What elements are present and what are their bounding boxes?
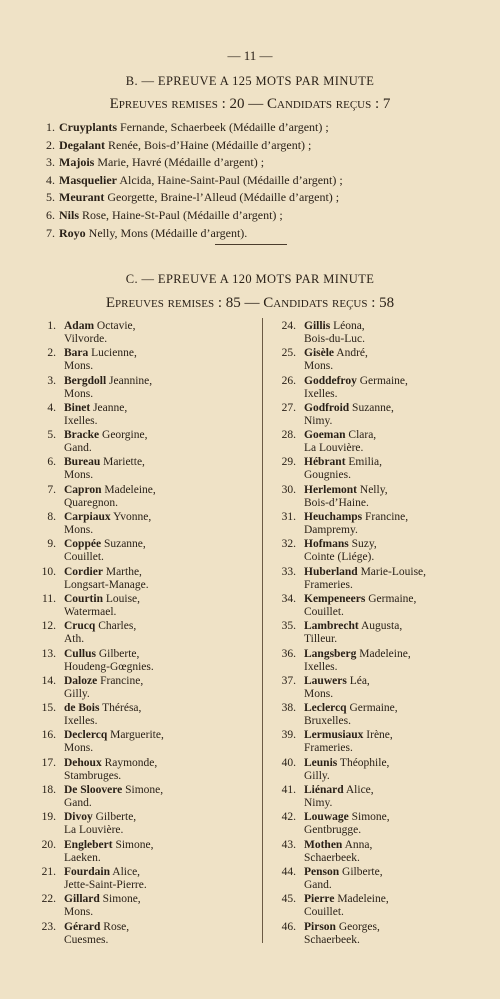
item-name: Gillard [64,893,100,906]
list-item [270,566,470,593]
list-item [30,729,230,756]
item-place: Gand. [64,797,92,810]
item-place: Tilleur. [304,633,338,646]
item-name: Kempeneers [304,592,366,605]
item-place: Jette-Saint-Pierre. [64,878,147,891]
list-item [30,675,230,702]
item-number: 2. [46,137,55,152]
item-place: Gentbrugge. [304,824,362,837]
item-name: Pierre [304,893,335,906]
item-name: Gérard [64,920,101,933]
item-first-name: Mariette, [103,456,145,469]
item-number: 9. [47,538,56,551]
list-item [30,839,230,866]
item-number: 26. [281,374,296,387]
item-name: de Bois [64,702,100,715]
item-first-name: Anna, [344,838,373,851]
item-number: 41. [281,784,296,797]
list-item [30,702,230,729]
list-item [270,729,470,756]
list-item [270,784,470,811]
list-item [40,155,480,173]
item-first-name: Germaine, [359,374,408,387]
item-number: 7. [47,483,56,496]
item-first-name: Madeleine, [337,893,389,906]
item-number: 25. [281,347,296,360]
item-first-name: Simone, [115,838,154,851]
list-item [270,347,470,374]
list-item [30,784,230,811]
item-first-name: Emilia, [348,456,382,469]
item-name: Declercq [64,729,108,742]
item-place: Stambruges. [64,769,122,782]
item-place: Ath. [64,633,85,646]
item-place: Gilly. [304,769,330,782]
item-name: Louwage [304,811,349,824]
item-name: Carpiaux [64,511,111,524]
item-first-name: Jeannine, [109,374,153,387]
item-name: Bureau [64,456,101,469]
item-place: Frameries. [304,742,353,755]
item-first-name: Irène, [366,729,393,742]
item-number: 35. [281,620,296,633]
list-item [30,538,230,565]
item-place: Gand. [64,442,92,455]
item-place: Mons. [64,360,94,373]
item-first-name: Louise, [105,592,141,605]
list-item [30,566,230,593]
section-divider [215,244,287,245]
item-number: 10. [41,565,56,578]
item-first-name: Nelly, [359,483,388,496]
item-detail: Fernande, Schaerbeek (Médaille d’argent) ; [120,120,329,134]
item-place: Gilly. [64,687,90,700]
item-place: Watermael. [64,605,117,618]
item-name: Lambrecht [304,620,359,633]
item-detail: Nelly, Mons (Médaille d’argent). [88,225,248,240]
item-name: Lermusiaux [304,729,364,742]
item-place: Ixelles. [64,414,98,427]
list-item [270,511,470,538]
item-number: 12. [41,620,56,633]
item-name: Cruyplants [59,120,118,134]
item-place: Ixelles. [304,387,338,400]
list-item [270,648,470,675]
list-item [40,226,480,244]
item-number: 3. [47,374,56,387]
item-name: Bara [64,347,89,360]
column-divider [262,318,263,943]
list-item [30,456,230,483]
item-first-name: Augusta, [360,620,403,633]
list-item [270,866,470,893]
item-name: Majois [59,155,95,170]
section-c-right-column [270,320,470,948]
recus-label: Candidats reçus [263,295,368,311]
list-item [270,593,470,620]
item-first-name: Gilberte, [95,811,137,824]
list-item [30,648,230,675]
item-number: 15. [41,702,56,715]
item-first-name: Léona, [333,320,365,332]
list-item [30,484,230,511]
item-first-name: Georges, [338,920,380,933]
list-item [270,921,470,948]
item-name: Heuchamps [304,511,363,524]
item-name: Pirson [304,920,336,933]
item-name: Capron [64,483,102,496]
item-name: Hébrant [304,456,346,469]
item-first-name: Thérésa, [102,702,142,715]
list-item [40,190,480,208]
item-place: Dampremy. [304,524,358,537]
list-item [40,138,480,156]
item-number: 13. [41,647,56,660]
remises-value: 20 [229,96,245,112]
item-name: Gisèle [304,347,335,360]
item-place: Gand. [304,878,332,891]
item-place: Mons. [64,469,94,482]
item-name: Goddefroy [304,374,357,387]
item-place: Mons. [64,906,94,919]
item-number: 6. [47,456,56,469]
list-item [270,893,470,920]
list-item [30,429,230,456]
item-name: Herlemont [304,483,358,496]
list-item [270,702,470,729]
list-item [30,593,230,620]
item-detail: Rose, Haine-St-Paul (Médaille d’argent) ; [82,207,283,222]
item-number: 17. [41,756,56,769]
item-number: 28. [281,429,296,442]
item-first-name: Germaine, [368,592,417,605]
item-place: Laeken. [64,851,101,864]
item-name: Godfroid [304,401,350,414]
item-number: 36. [281,647,296,660]
item-first-name: Suzy, [351,538,377,551]
item-name: Cullus [64,647,96,660]
item-place: Mons. [304,687,334,700]
item-first-name: Jeanne, [93,401,128,414]
item-name: Coppée [64,538,102,551]
item-name: Courtin [64,592,103,605]
item-detail: Alcida, Haine-Saint-Paul (Médaille d’argent) ; [119,172,343,187]
item-number: 42. [281,811,296,824]
list-item [30,511,230,538]
list-item [270,320,470,347]
item-number: 29. [281,456,296,469]
item-name: Goeman [304,429,346,442]
list-item [40,120,480,138]
remises-value: 85 [225,295,241,311]
item-name: Cordier [64,565,103,578]
item-number: 11. [42,592,56,605]
item-number: 38. [281,702,296,715]
item-number: 7. [46,225,55,240]
item-first-name: Léa, [349,674,370,687]
item-place: Quaregnon. [64,496,118,509]
list-item [30,375,230,402]
list-item [270,538,470,565]
item-name: Lauwers [304,674,347,687]
item-name: Leunis [304,756,338,769]
item-first-name: Rose, [103,920,130,933]
item-number: 32. [281,538,296,551]
item-place: Mons. [64,387,94,400]
item-name: Liénard [304,784,344,797]
item-first-name: Simone, [102,893,141,906]
item-place: Mons. [64,524,94,537]
item-first-name: Alice, [345,784,374,797]
item-first-name: Suzanne, [103,538,146,551]
item-number: 19. [41,811,56,824]
item-number: 37. [281,674,296,687]
item-number: 1. [47,320,56,332]
item-number: 6. [46,207,55,222]
item-place: Vilvorde. [64,333,108,345]
item-place: Schaerbeek. [304,851,360,864]
item-place: Schaerbeek. [304,933,360,946]
item-place: Nimy. [304,797,333,810]
item-first-name: Yvonne, [113,511,152,524]
remises-label: Epreuves remises [105,295,215,311]
section-b-list [40,120,480,243]
list-item [270,839,470,866]
item-place: La Louvière. [64,824,124,837]
item-number: 44. [281,865,296,878]
item-number: 1. [46,120,55,134]
item-number: 5. [46,190,55,205]
item-first-name: Charles, [98,620,137,633]
item-first-name: Francine, [100,674,144,687]
item-first-name: Raymonde, [104,756,158,769]
item-number: 34. [281,592,296,605]
item-detail: Renée, Bois-d’Haine (Médaille d’argent) ; [108,137,312,152]
item-number: 5. [47,429,56,442]
list-item [270,456,470,483]
item-number: 31. [281,511,296,524]
remises-label: Epreuves remises [109,96,218,112]
list-item [40,173,480,191]
list-item [270,811,470,838]
item-name: Mothen [304,838,343,851]
item-first-name: Lucienne, [91,347,137,360]
list-item [30,320,230,347]
list-item [270,402,470,429]
item-name: Gillis [304,320,331,332]
item-name: De Sloovere [64,784,123,797]
recus-value: 7 [382,96,391,112]
item-name: Masquelier [59,172,117,187]
list-item [30,866,230,893]
list-item [270,675,470,702]
item-number: 16. [41,729,56,742]
item-place: Bois-du-Luc. [304,333,366,345]
item-number: 2. [47,347,56,360]
item-number: 18. [41,784,56,797]
item-number: 14. [41,674,56,687]
item-number: 46. [281,920,296,933]
list-item [30,921,230,948]
item-first-name: Théophile, [339,756,390,769]
item-first-name: Marthe, [105,565,142,578]
item-name: Dehoux [64,756,102,769]
page-number: — 11 — [227,48,273,63]
item-name: Leclercq [304,702,347,715]
item-place: La Louvière. [304,442,364,455]
item-place: Couillet. [64,551,104,564]
item-place: Nimy. [304,414,333,427]
item-number: 33. [281,565,296,578]
item-number: 23. [41,920,56,933]
item-name: Fourdain [64,865,111,878]
item-name: Binet [64,401,91,414]
item-number: 22. [41,893,56,906]
item-number: 40. [281,756,296,769]
recus-label: Candidats reçus [267,96,372,112]
item-first-name: Germaine, [349,702,398,715]
section-c-left-column [30,320,230,948]
section-b-stats: Epreuves remises : 20 — Candidats reçus : 7 [109,96,391,112]
item-name: Nils [59,207,80,222]
item-number: 8. [47,511,56,524]
item-name: Bergdoll [64,374,107,387]
item-first-name: Simone, [351,811,390,824]
item-first-name: Francine, [365,511,409,524]
item-name: Bracke [64,429,100,442]
item-first-name: Georgine, [102,429,148,442]
item-place: Bruxelles. [304,715,351,728]
item-first-name: Madeleine, [104,483,156,496]
item-number: 45. [281,893,296,906]
item-name: Meurant [59,190,105,205]
item-place: Cuesmes. [64,933,109,946]
item-detail: Marie, Havré (Médaille d’argent) ; [97,155,265,170]
item-first-name: Simone, [125,784,164,797]
item-first-name: Marguerite, [110,729,164,742]
list-item [270,429,470,456]
list-item [30,402,230,429]
list-item [270,484,470,511]
item-number: 20. [41,838,56,851]
item-first-name: Marie-Louise, [360,565,427,578]
item-number: 21. [41,865,56,878]
item-place: Couillet. [304,906,344,919]
item-name: Divoy [64,811,93,824]
item-first-name: Madeleine, [359,647,411,660]
item-place: Couillet. [304,605,344,618]
item-number: 4. [47,401,56,414]
item-first-name: Clara, [348,429,377,442]
item-first-name: André, [336,347,368,360]
item-first-name: Suzanne, [352,401,394,414]
item-place: Ixelles. [64,715,98,728]
item-place: Longsart-Manage. [64,578,149,591]
item-number: 27. [281,401,296,414]
section-b-heading: B. — EPREUVE A 125 MOTS PAR MINUTE [125,74,375,88]
item-number: 3. [46,155,55,170]
item-place: Frameries. [304,578,353,591]
item-first-name: Gilberte, [98,647,140,660]
item-place: Ixelles. [304,660,338,673]
list-item [270,620,470,647]
item-name: Hofmans [304,538,349,551]
item-place: Bois-d’Haine. [304,496,369,509]
section-c-stats: Epreuves remises : 85 — Candidats reçus : 58 [105,295,395,311]
item-detail: Georgette, Braine-l’Alleud (Médaille d’argent) ; [107,190,340,205]
item-first-name: Octavie, [96,320,136,332]
item-number: 30. [281,483,296,496]
item-first-name: Gilberte, [342,865,383,878]
item-place: Mons. [64,742,94,755]
item-number: 24. [281,320,296,332]
item-number: 39. [281,729,296,742]
list-item [30,811,230,838]
item-name: Huberland [304,565,358,578]
list-item [270,757,470,784]
item-name: Daloze [64,674,98,687]
list-item [30,620,230,647]
list-item [270,375,470,402]
item-place: Cointe (Liége). [304,551,375,564]
item-name: Adam [64,320,95,332]
item-name: Englebert [64,838,113,851]
item-place: Gougnies. [304,469,351,482]
item-place: Mons. [304,360,334,373]
list-item [40,208,480,226]
item-first-name: Alice, [112,865,141,878]
list-item [30,347,230,374]
item-name: Crucq [64,620,96,633]
item-name: Penson [304,865,340,878]
recus-value: 58 [379,295,395,311]
item-place: Houdeng-Gœgnies. [64,660,154,673]
item-number: 4. [46,172,55,187]
section-c-heading: C. — EPREUVE A 120 MOTS PAR MINUTE [125,272,375,286]
item-name: Degalant [59,137,105,152]
list-item [30,757,230,784]
item-number: 43. [281,838,296,851]
item-name: Langsberg [304,647,357,660]
list-item [30,893,230,920]
item-name: Royo [59,225,86,240]
